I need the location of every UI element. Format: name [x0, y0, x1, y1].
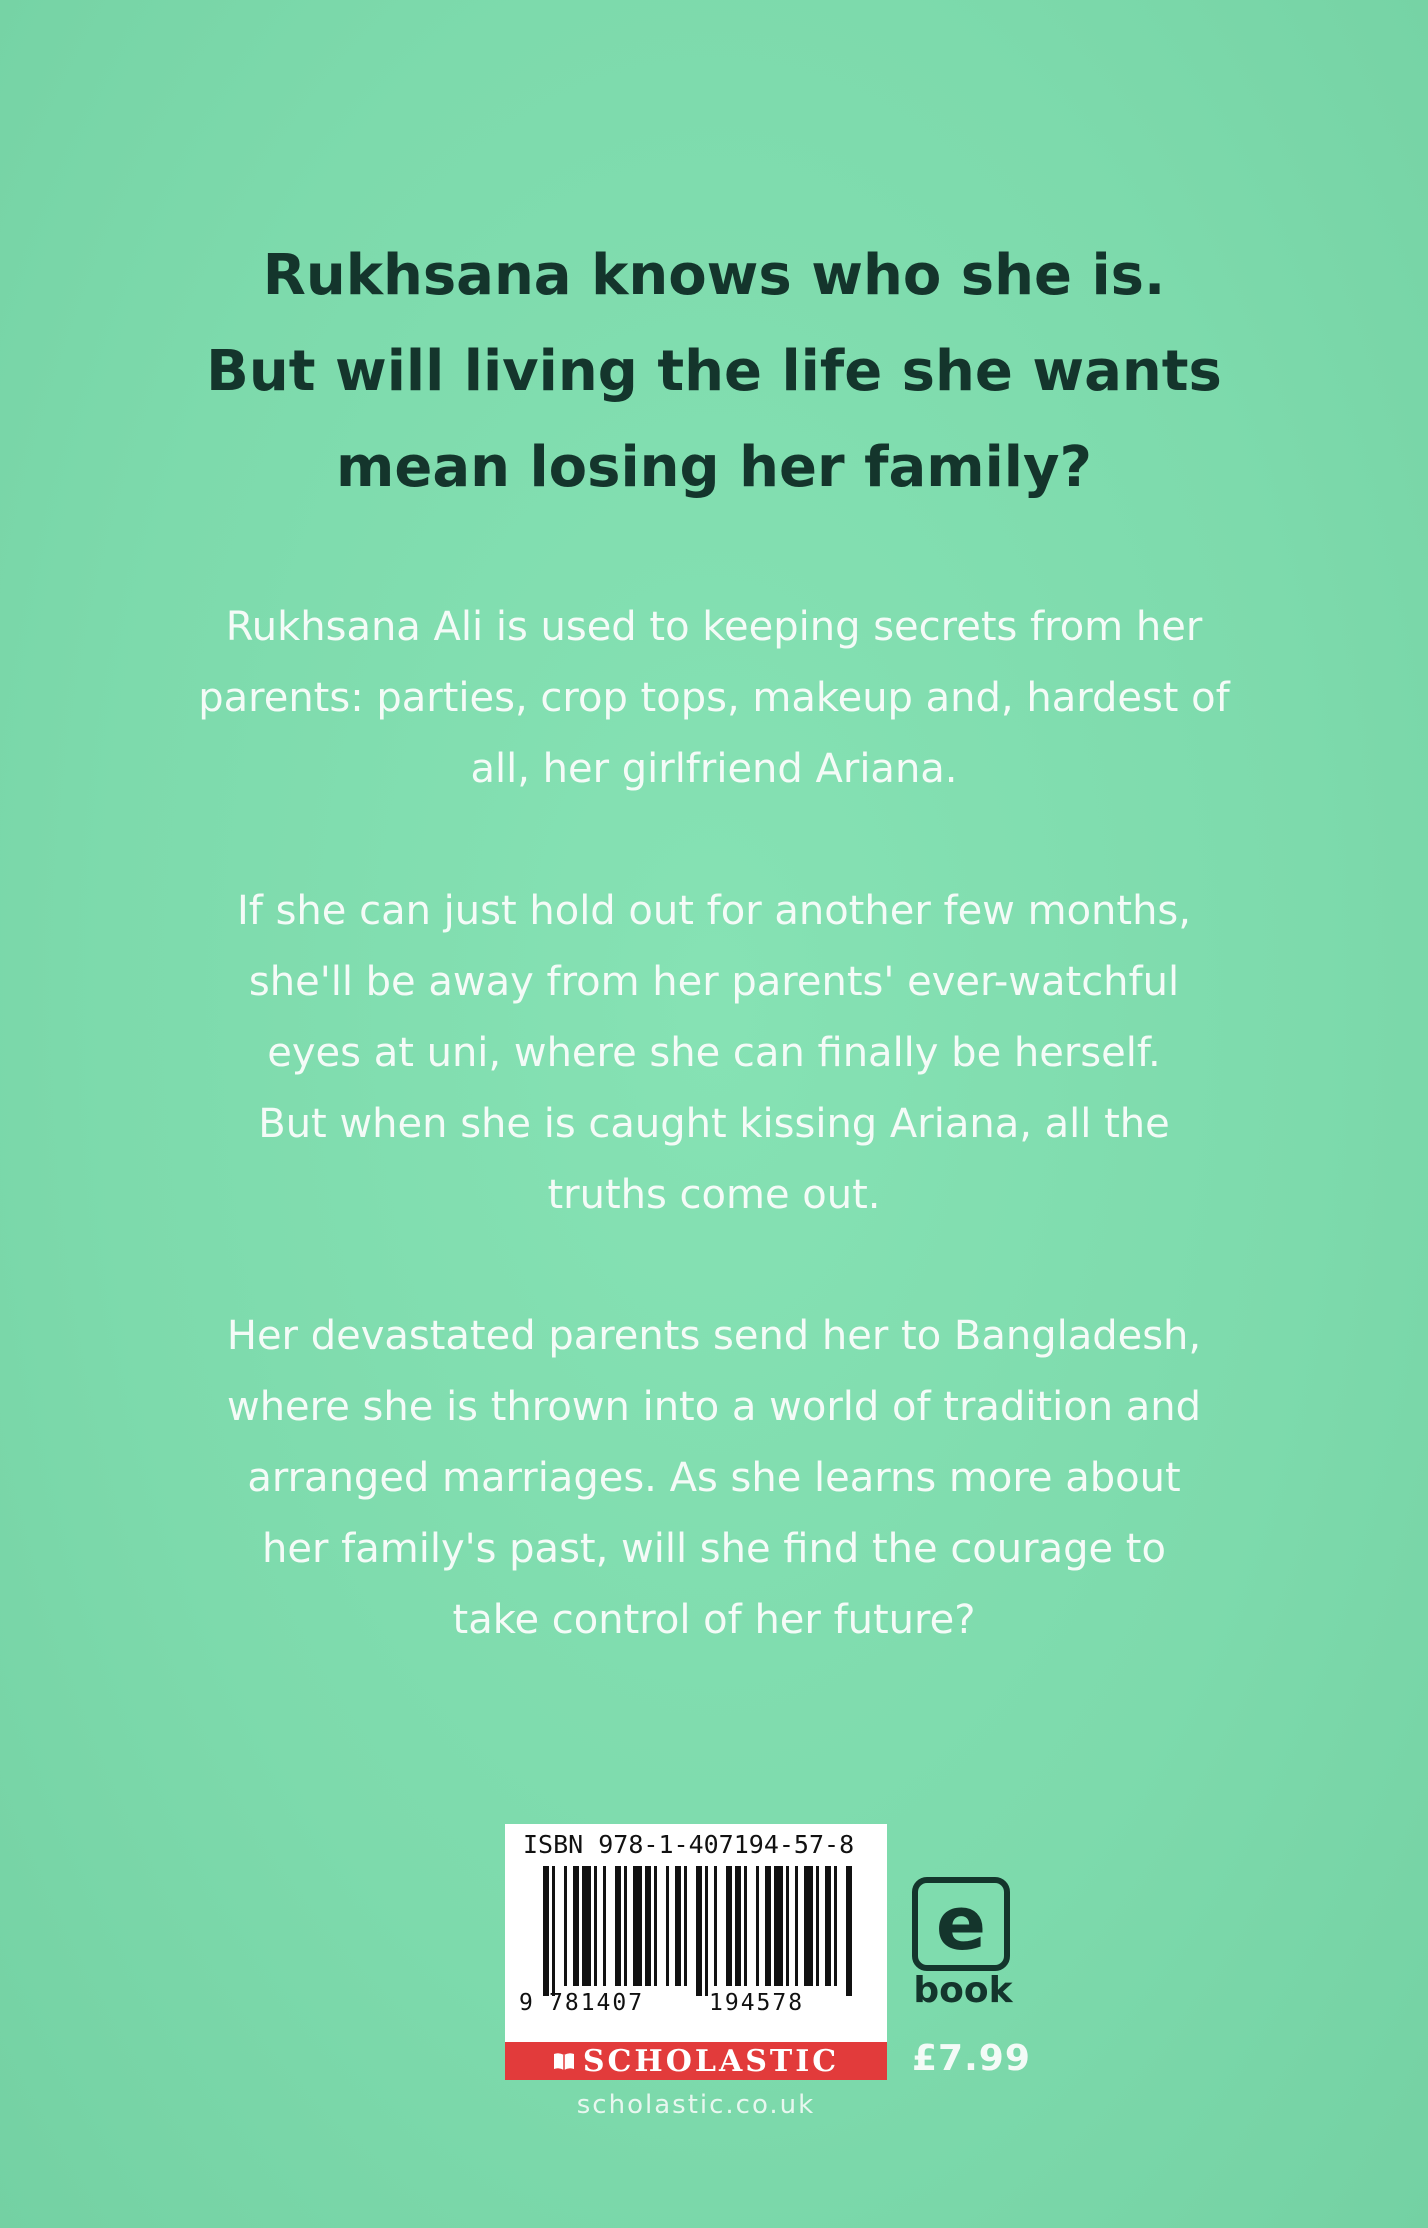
barcode-bar	[765, 1866, 771, 1986]
ebook-icon-letter: e	[935, 1881, 987, 1967]
ebook-label: book	[913, 1970, 1013, 2011]
headline-line: But will living the life she wants	[206, 339, 1222, 404]
barcode-bar	[705, 1866, 708, 1996]
barcode-bar	[645, 1866, 651, 1986]
blurb-line: she'll be away from her parents' ever-watchful	[248, 959, 1180, 1005]
barcode-bar	[573, 1866, 579, 1986]
blurb-line: truths come out.	[547, 1172, 881, 1218]
barcode-bar	[624, 1866, 627, 1986]
barcode-bar	[696, 1866, 702, 1996]
barcode-bar	[744, 1866, 747, 1986]
barcode-bar	[675, 1866, 681, 1986]
blurb-line: arranged marriages. As she learns more about	[247, 1455, 1181, 1501]
barcode-digits-left: 781407	[549, 1990, 645, 2016]
blurb-line: If she can just hold out for another few months,	[236, 888, 1191, 934]
blurb-paragraph-3	[70, 1301, 1358, 1656]
blurb-paragraph-2	[70, 876, 1358, 1231]
barcode-bar	[786, 1866, 789, 1986]
blurb-paragraph-1	[70, 592, 1358, 805]
barcode-digits-right: 194578	[709, 1990, 805, 2016]
publisher-website: scholastic.co.uk	[576, 2090, 816, 2120]
headline-line: Rukhsana knows who she is.	[262, 243, 1166, 308]
barcode-bar	[774, 1866, 783, 1986]
barcode-bar	[594, 1866, 597, 1986]
blurb-line: her family's past, will she find the courage to	[262, 1526, 1166, 1572]
barcode-bar	[825, 1866, 831, 1986]
barcode-bar	[603, 1866, 606, 1986]
barcode-bar	[714, 1866, 717, 1986]
blurb-line: all, her girlfriend Ariana.	[470, 746, 958, 792]
barcode-bar	[684, 1866, 687, 1986]
headline	[80, 228, 1348, 516]
barcode-bar	[654, 1866, 657, 1986]
barcode-bars	[543, 1866, 855, 1996]
barcode-bar	[756, 1866, 759, 1986]
barcode-bar	[552, 1866, 555, 1996]
open-book-icon	[553, 2051, 575, 2071]
barcode-bar	[543, 1866, 549, 1996]
barcode-bar	[564, 1866, 567, 1986]
blurb-line: parents: parties, crop tops, makeup and, hardest of	[198, 675, 1230, 721]
blurb-line: eyes at uni, where she can finally be herself.	[267, 1030, 1161, 1076]
barcode-bar	[846, 1866, 852, 1996]
publisher-name: SCHOLASTIC	[582, 2043, 840, 2079]
blurb-line: Rukhsana Ali is used to keeping secrets from her	[225, 604, 1203, 650]
barcode-bar	[795, 1866, 798, 1986]
barcode-bar	[615, 1866, 621, 1986]
headline-line: mean losing her family?	[336, 435, 1092, 500]
barcode-bar	[726, 1866, 732, 1986]
barcode-label	[505, 1824, 887, 2042]
barcode-bar	[666, 1866, 669, 1986]
price-tag: £7.99	[912, 2038, 1031, 2079]
barcode-bar	[633, 1866, 642, 1986]
barcode-bar	[582, 1866, 591, 1986]
ebook-icon	[912, 1877, 1010, 1971]
blurb-line: But when she is caught kissing Ariana, all the	[258, 1101, 1170, 1147]
isbn-number: ISBN 978-1-407194-57-8	[523, 1830, 855, 1859]
barcode-bar	[804, 1866, 813, 1986]
blurb-line: Her devastated parents send her to Bangladesh,	[226, 1313, 1202, 1359]
barcode-bar	[834, 1866, 837, 1986]
barcode-bar	[816, 1866, 819, 1986]
barcode-bar	[735, 1866, 741, 1986]
blurb-line: where she is thrown into a world of tradition and	[226, 1384, 1202, 1430]
scholastic-logo	[505, 2042, 887, 2080]
blurb-line: take control of her future?	[452, 1597, 976, 1643]
barcode-digit-prefix: 9	[519, 1990, 533, 2016]
